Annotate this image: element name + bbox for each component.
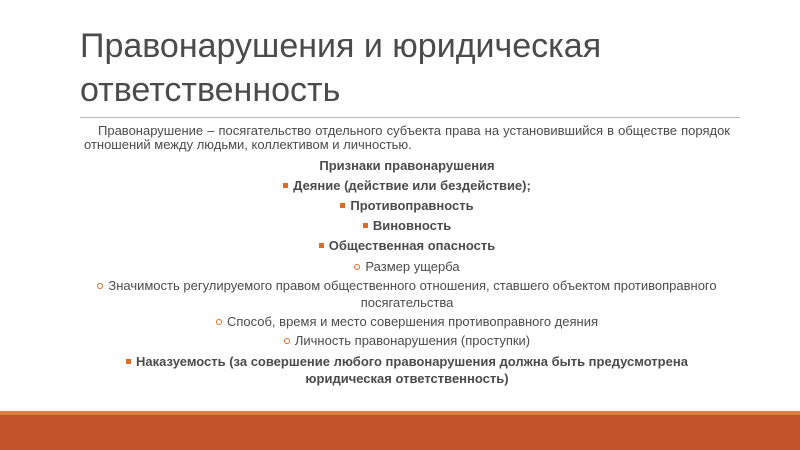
circle-bullet-icon [216,319,222,325]
sub-list-item [84,313,730,330]
list-item [84,196,730,216]
sub-list-item-label: Личность правонарушения (проступки) [294,333,531,348]
square-bullet-icon [319,243,324,248]
slide-body [84,124,730,400]
circle-bullet-icon [284,338,290,344]
list-item [84,236,730,256]
list-item-label: Общественная опасность [328,238,496,253]
sub-list-item [84,277,730,311]
sub-list-item-label: Способ, время и место совершения противоправного деяния [226,314,599,329]
footer-band [0,415,800,450]
slide-title: Правонарушения и юридическая ответственность [80,27,602,109]
list-item-label: Деяние (действие или бездействие); [293,178,531,193]
sub-list-item [84,332,730,349]
definition-paragraph: Правонарушение – посягательство отдельного субъекта права на установившийся в обществе порядок отношений между людьми, коллективом и личностью. [84,123,730,152]
square-bullet-icon [126,359,131,364]
list-item-label: Наказуемость (за совершение любого правонарушения должна быть предусмотрена юридическая ответственность) [136,354,688,386]
list-item [84,176,730,196]
square-bullet-icon [363,223,368,228]
list-item [84,353,730,387]
title-divider [80,117,740,118]
sub-list-item [84,258,730,275]
sub-list-item-label: Размер ущерба [365,259,460,274]
circle-bullet-icon [354,264,360,270]
list-item-label: Виновность [372,218,452,233]
square-bullet-icon [283,183,288,188]
signs-heading: Признаки правонарушения [319,158,495,173]
sub-list-item-label: Значимость регулируемого правом общественного отношения, ставшего объектом противоправного посягательства [108,278,717,310]
list-item-label: Противоправность [350,198,474,213]
square-bullet-icon [340,203,345,208]
circle-bullet-icon [97,283,103,289]
list-item [84,216,730,236]
